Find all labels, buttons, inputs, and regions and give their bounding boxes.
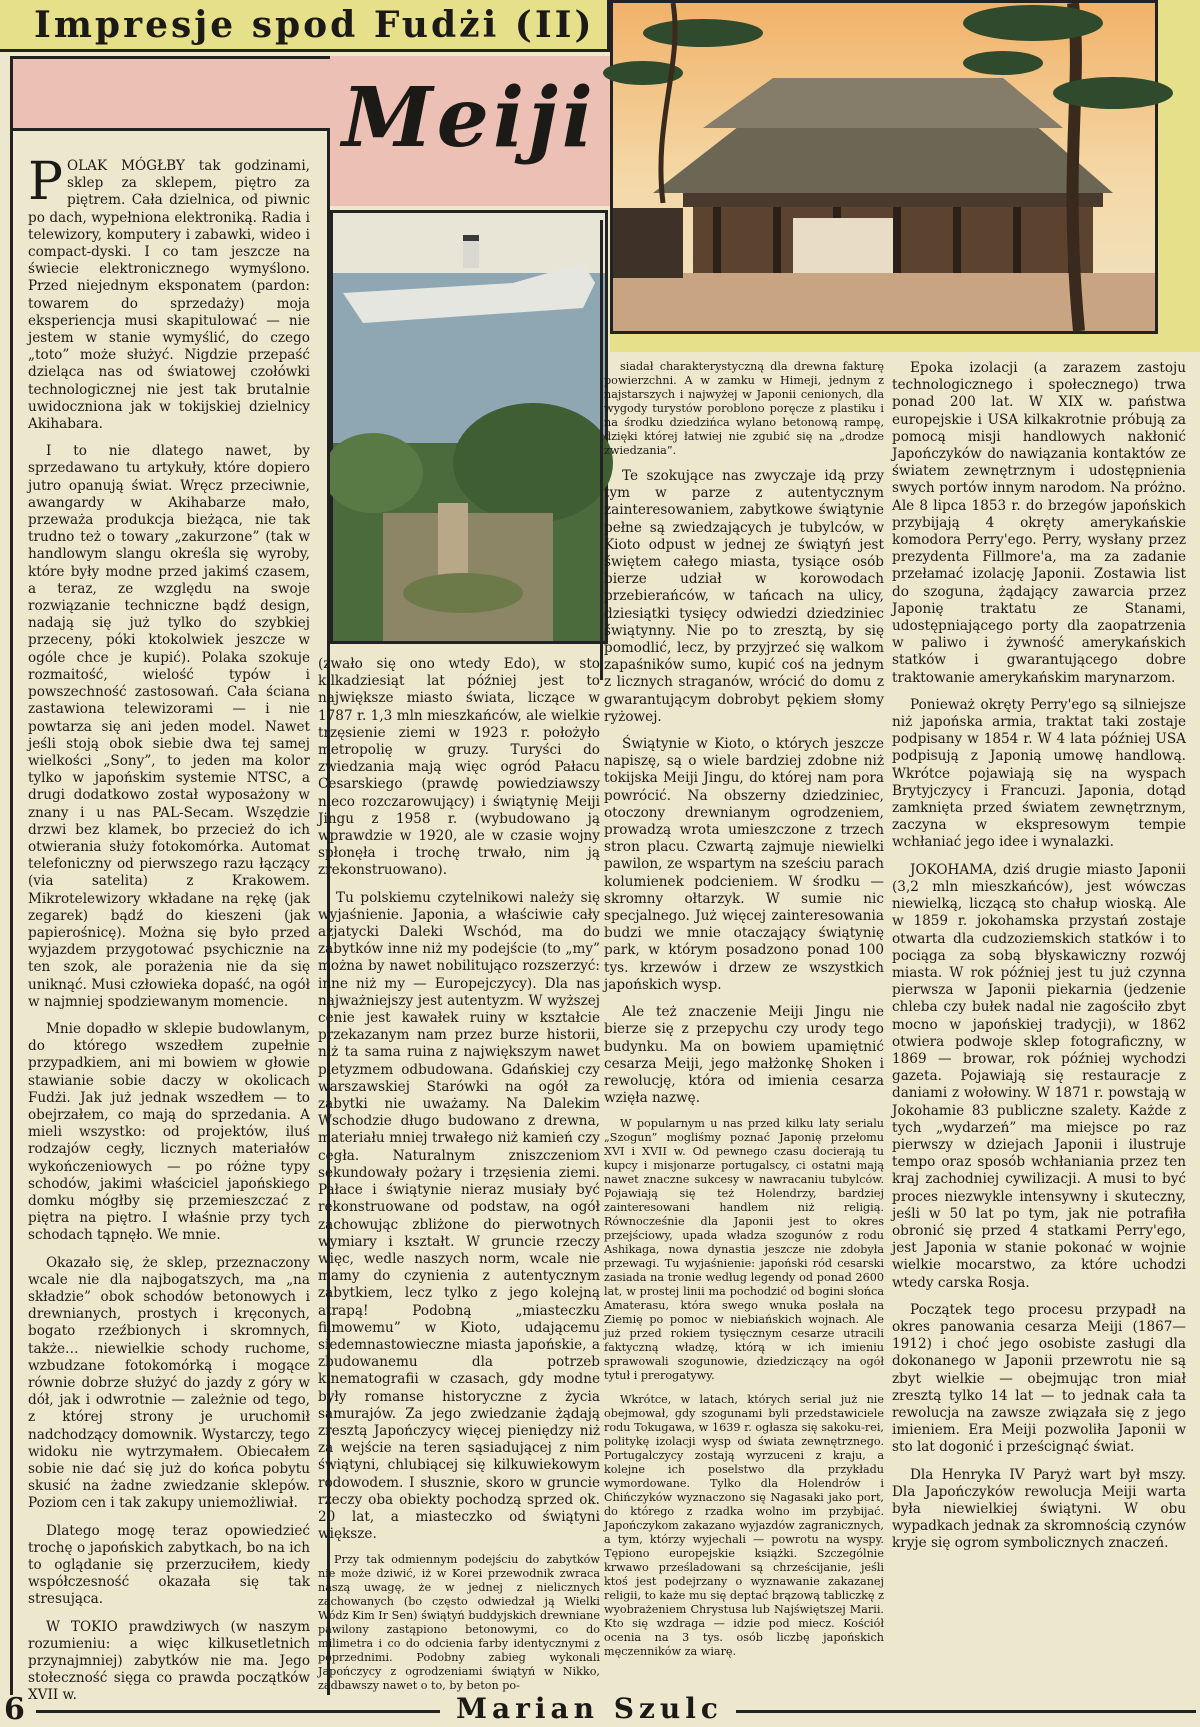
meiji-shrine-photo: [610, 0, 1158, 334]
yellow-margin-right: [1158, 0, 1200, 340]
paragraph: Te szokujące nas zwyczaje idą przy tym w parze z autentycznym zainteresowaniem, zabytkowe świątynie pełne są zwiedzających je tubylców, w Kioto odpust w jednej ze świątyń jest świętem całego miasta, tysiące osób bierze udział w korowodach przebierańców, w tańcach na ulicy, dziesiątki tysięcy odwiedzi dziedziniec świątynny. Nie po to zresztą, by się pomodlić, lecz, by przyjrzeć się walkom zapaśników sumo, kupić coś na jednym z licznych straganów, wrócić do domu z gwarantującym dobrobyt pękiem słomy ryżowej.: [604, 468, 884, 725]
paragraph: I to nie dlatego nawet, by sprzedawano tu artykuły, które dopiero jutro opanują świat. Wręcz przeciwnie, awangardy w Akihabarze mało, przeważa produkcja bieżąca, nie tak trudno też o towary „zakurzone” (tak w handlowym slangu określa się wyroby, które były modne przed jakimś czasem, a teraz, ze względu na swoje rozwiązanie techniczne bądź design, nadają się już tylko do szybkiej przeceny, póki ktokolwiek jeszcze w ogóle chce je kupić). Polaka szokuje rozmaitość, wielość typów i powszechność zastosowań. Cała ściana zastawiona telewizorami — i nie powtarza się ani jeden model. Nawet jeśli stoją obok siebie dwa tej samej wielkości „Sony”, to jeden ma kolor tylko w japońskim systemie NTSC, a drugi dodatkowo został wyposażony w znany i u nas PAL-Secam. Wszędzie drzwi bez klamek, bo przecież do ich otwierania służy fotokomórka. Automat telefoniczny od pierwszego razu łączący (via satelita) z Krakowem. Mikrotelewizory wkładane na rękę (jak zegarek) bądź do kieszeni (jak papierośnicę). Można się było przed wyjazdem przygotować psychicznie na ten szok, ale porażenia nie da się uniknąć. Musi człowieka dopaść, na ogół w najmniej spodziewanym momencie.: [28, 443, 310, 1010]
headline-box: [330, 56, 610, 206]
article-column-3: [604, 360, 884, 1688]
paragraph: Mnie dopadło w sklepie budowlanym, do którego wszedłem zupełnie przypadkiem, ani mi bowiem w głowie stawianie sobie daczy w okolicach Fudżi. Jak już jednak wszedłem — to obejrzałem, co mają do sprzedania. A mieli wszystko: od projektów, iluś rodzajów cegły, licznych materiałów wykończeniowych — po różne typy schodów, jakimi właściciel japońskiego domku mógłby się przemieszczać z piętra na piętro. I właśnie przy tych schodach tąpnęło. We mnie.: [28, 1020, 310, 1244]
paragraph: (zwało się ono wtedy Edo), w sto kilkadziesiąt lat później jest to największe miasto świata, liczące w 1787 r. 1,3 mln mieszkańców, ale wielkie trzęsienie ziemi w 1923 r. położyło metropolię w gruzy. Turyści do zwiedzania mają więc ogród Pałacu Cesarskiego (prawdę powiedziawszy nieco rozczarowujący) i świątynię Meiji Jingu z 1958 r. (wybudowano ją wprawdzie w 1920, ale w czasie wojny spłonęła i trochę trwało, nim ją zrekonstruowano).: [318, 656, 600, 879]
small-paragraph: W popularnym u nas przed kilku laty serialu „Szogun” mogliśmy poznać Japonię przełomu XVI i XVII w. Od pewnego czasu docierają tu kupcy i misjonarze portugalscy, ci ostatni mają nawet znaczne sukcesy w nawracaniu tubylców. Pojawiają się też Holendrzy, bardziej zainteresowani handlem niż religią. Równocześnie dla Japonii jest to okres przejściowy, upada władza szogunów z rodu Ashikaga, nowa dynastia jeszcze nie zdobyła przewagi. Tu wyjaśnienie: japoński ród cesarski zasiada na tronie według legendy od ponad 2600 lat, w prostej linii ma pochodzić od bogini słońca Amaterasu, która swego wnuka posłała na Ziemię po pomoc w niebiańskich wojnach. Ale już przed rokiem tysięcznym cesarze utracili faktyczną władzę, którą w ich imieniu sprawowali szogunowie, dziedziczący na ogół tytuł i prerogatywy.: [604, 1117, 884, 1383]
paragraph: JOKOHAMA, dziś drugie miasto Japonii (3,2 mln mieszkańców), jest wówczas niewielką, liczącą sto chałup wioską. Ale w 1859 r. jokohamska przystań zostaje otwarta dla cudzoziemskich statków i to pociąga za sobą błyskawiczny rozwój miasta. W rok później jest tu już czynna pierwsza w Japonii piekarnia (jedzenie chleba czy bułek nadal nie zagościło zbyt mocno w japońskiej tradycji), w 1862 otwiera podwoje sklep fotograficzny, w 1869 — browar, rok później wychodzi gazeta. Pojawiają się restauracje z daniami z wołowiny. W 1871 r. powstają w Jokohamie 83 publiczne szalety. Każde z tych „wydarzeń” ma miejsce po raz pierwszy w dziejach Japonii i ilustruje tempo oraz sposób wchłaniania przez ten kraj zachodniej cywilizacji. A musi to być proces niezwykle intensywny i skuteczny, jeśli w 50 lat po tym, jak nie potrafiła obronić się przed 4 statkami Perry'ego, jest Japonia w stanie pokonać w wojnie wielkie mocarstwo, za które uchodzi wtedy carska Rosja.: [892, 861, 1186, 1291]
series-title: Impresje spod Fudżi (II): [34, 4, 595, 46]
small-paragraph: Wkrótce, w latach, których serial już nie obejmował, gdy szogunami byli przedstawiciele rodu Tokugawa, w 1639 r. ogłasza się sakoku-rei, politykę izolacji wysp od świata zewnętrznego. Portugalczycy zostają wyrzuceni z kraju, a kolejne ich poselstwo dla przykładu wymordowane. Tylko dla Holendrów i Chińczyków wyznaczono się Nagasaki jako port, do którego z rzadka wolno im przybijać. Japończykom zakazano wyjazdów zagranicznych, a tym, którzy wyjechali — powrotu na wyspy. Tępiono europejskie książki. Szczególnie krwawo prześladowani są chrześcijanie, jeśli ktoś jest podejrzany o wyznawanie zakazanej religii, to każe mu się deptać brązową tabliczkę z wyobrażeniem Chrystusa lub Najświętszej Marii. Kto się wzdraga — idzie pod miecz. Kościół ocenia na 3 tys. osób liczbę japońskich męczenników za wiarę.: [604, 1393, 884, 1659]
page-number: 6: [4, 1692, 25, 1727]
harbor-illustration: [333, 213, 605, 641]
paragraph: W TOKIO prawdziwych (w naszym rozumieniu: a więc kilkusetletnich przynajmniej) zabytków nie ma. Jego stołeczność sięga co prawda początków XVII w.: [28, 1618, 310, 1704]
paragraph: Dla Henryka IV Paryż wart był mszy. Dla Japończyków rewolucja Meiji warta była niewielkiej świątyni. W obu wypadkach jednak za skromnością czynów kryje się ogrom symbolicznych znaczeń.: [892, 1466, 1186, 1552]
harbor-garden-photo: [330, 210, 608, 644]
small-paragraph: siadał charakterystyczną dla drewna fakturę powierzchni. A w zamku w Himeji, jednym z najstarszych i najwyżej w Japonii cenionych, dla wygody turystów poroblono poręcze z plastiku i na środku dziedzińca wylano betonową rampę, dzięki której łatwiej nie zgubić się na „drodze zwiedzania”.: [604, 360, 884, 457]
paragraph: Epoka izolacji (a zarazem zastoju technologicznego i społecznego) trwa ponad 200 lat. W XIX w. państwa europejskie i USA kilkakrotnie próbują za pomocą misji handlowych nakłonić Japończyków do nawiązania kontaktów ze światem zewnętrznym i udostępnienia swych portów innym narodom. Na próżno. Ale 8 lipca 1853 r. do brzegów japońskich przybijają 4 okręty amerykańskie komodora Perry'ego. Perry, wysłany przez prezydenta Fillmore'a, ma za zadanie przełamać izolację Japonii. Zostawia list do szoguna, żądający zawarcia przez Japonię traktatu ze Stanami, udostępniającego porty dla zaopatrzenia w paliwo i żywność amerykańskich statków i gwarantującego dobre traktowanie amerykańskim marynarzom.: [892, 360, 1186, 686]
article-column-2: [318, 656, 600, 1693]
yellow-strip: [610, 334, 1200, 352]
paragraph: Dlatego mogę teraz opowiedzieć trochę o japońskich zabytkach, bo na ich to oglądanie się przerzuciłem, kiedy współczesność okazała się tak stresująca.: [28, 1522, 310, 1608]
paragraph: Okazało się, że sklep, przeznaczony wcale nie dla najbogatszych, ma „na składzie” obok schodów betonowych i drewnianych, prostych i kręconych, bogato rzeźbionych i skromnych, także… niewielkie schody ruchome, wzbudzane fotokomórką i mogące równie dobrze służyć do jazdy z góry w dół, jak i odwrotnie — zależnie od tego, z której strony je uruchomił nadchodzący domownik. Wystarczy, tego widoku nie wytrzymałem. Obiecałem sobie nie dać się już do końca pobytu skusić na żadne zwiedzanie sklepów. Poziom cen i tak zakupy uniemożliwiał.: [28, 1254, 310, 1512]
paragraph: Ale też znaczenie Meiji Jingu nie bierze się z przepychu czy urody tego budynku. Ma on bowiem upamiętnić cesarza Meiji, jego małżonkę Shoken i rewolucję, która od imienia cesarza wzięła nazwę.: [604, 1004, 884, 1107]
article-column-4: [892, 360, 1186, 1688]
shrine-illustration: [613, 3, 1155, 331]
footer-rule-left: [36, 1710, 440, 1713]
lead-paragraph: [28, 152, 310, 433]
article-column-1: [28, 152, 310, 1704]
footer-rule-right: [736, 1710, 1196, 1713]
small-paragraph: Przy tak odmiennym podejściu do zabytków nie może dziwić, iż w Korei przewodnik zwraca naszą uwagę, że w jednej z nielicznych zachowanych (bo często odwiedzał ją Wielki Wódz Kim Ir Sen) świątyń buddyjskich drewniane pawilony zastąpiono betonowymi, co do milimetra i co do odcienia farby identycznymi z poprzednimi. Podobny zabieg wykonali Japończycy z ogrodzeniami świątyń w Nikko, zadbawszy nawet o to, by beton po-: [318, 1553, 600, 1693]
paragraph: Świątynie w Kioto, o których jeszcze napiszę, są o wiele bardziej zdobne niż tokijska Meiji Jingu, do której nam pora powrócić. Na obszerny dziedziniec, otoczony drewnianym ogrodzeniem, prowadzą wrota umieszczone z trzech stron placu. Czwartą zajmuje niewielki pawilon, ze wspartym na sześciu parach kolumienek podcieniem. W środku — skromny ołtarzyk. W sumie nic specjalnego. Już więcej zainteresowania budzi we mnie otaczający świątynię park, w którym posadzono ponad 100 tys. krzewów i drzew ze wszystkich japońskich wysp.: [604, 736, 884, 993]
paragraph: Tu polskiemu czytelnikowi należy się wyjaśnienie. Japonia, a właściwie cały azjatycki Daleki Wschód, ma do zabytków inne niż my podejście (to „my” można by nawet nobilitująco rozszerzyć: inne niż my — Europejczycy). Dla nas najważniejszy jest autentyzm. W wyższej cenie jest kawałek ruiny w kształcie przekazanym nam przez burze historii, niż ta sama ruina z największym nawet pietyzmem odbudowana. Gdańskiej czy warszawskiej Starówki na ogół za zabytki nie uważamy. Na Dalekim Wschodzie długo budowano z drewna, materiału mniej trwałego niż kamień czy cegła. Naturalnym zniszczeniom sekundowały pożary i trzęsienia ziemi. Pałace i świątynie nieraz musiały być rekonstruowane od podstaw, na ogół zachowując zbliżone do pierwotnych wymiary i kształt. W gruncie rzeczy więc, wedle naszych norm, wcale nie mamy do czynienia z autentycznym zabytkiem, lecz tylko z jego kolejną atrapą! Podobną „miasteczku filmowemu” w Kioto, udającemu siedemnastowieczne miasta japońskie, a zbudowanemu dla potrzeb kinematografii w czasach, gdy modne były romanse historyczne z życia samurajów. Za jego zwiedzanie żądają zresztą Japończycy więcej pieniędzy niż za wejście na teren sąsiadującej z nim świątyni, chlubiącej się kilkuwiekowym rodowodem. I słusznie, skoro w gruncie rzeczy oba obiekty pochodzą sprzed ok. 20 lat, a miasteczko od świątyni większe.: [318, 889, 600, 1543]
headline: Meiji: [342, 70, 597, 166]
title-bar: [0, 0, 610, 52]
page-footer: [0, 1694, 1200, 1727]
drop-cap: P: [28, 152, 63, 212]
paragraph: Początek tego procesu przypadł na okres panowania cesarza Meiji (1867—1912) i choć jego osobiste zasługi dla dokonanego w Japonii przewrotu nie są zbyt wielkie — obejmując tron miał zresztą tylko 14 lat — to jednak cała ta rewolucja na zawsze związała się z jego imieniem. Era Meiji pozwoliła Japonii w sto lat dogonić i prześcignąć świat.: [892, 1301, 1186, 1456]
paragraph-text: OLAK MÓGŁBY tak godzinami, sklep za sklepem, piętro za piętrem. Cała dzielnica, od piwnic po dach, wypełniona elektroniką. Radia i telewizory, komputery i zabawki, wideo i compact-dyski. I co tam jeszcze na świecie elektronicznego wymyślono. Przed niejednym eksponatem (pardon: towarem do sprzedaży) moja eksperiencja musi skapitulować — nie jestem w stanie wymyślić, do czego „toto” może służyć. Nigdzie przepaść dzieląca nas od światowej czołówki technologicznej nie jest tak brutalnie uwidoczniona jak w tokijskiej dzielnicy Akihabara.: [28, 158, 310, 433]
column-rule: [600, 220, 603, 680]
paragraph: Ponieważ okręty Perry'ego są silniejsze niż japońska armia, traktat taki zostaje podpisany w 1854 r. W 4 lata później USA podpisują z Japonią umowę handlową. Wkrótce pojawiają się na wyspach Brytyjczycy i Francuzi. Japonia, dotąd zamknięta przed światem zewnętrznym, zaczyna w ekspresowym tempie wchłaniać jego idee i wynalazki.: [892, 696, 1186, 851]
author-name: Marian Szulc: [456, 1692, 723, 1725]
